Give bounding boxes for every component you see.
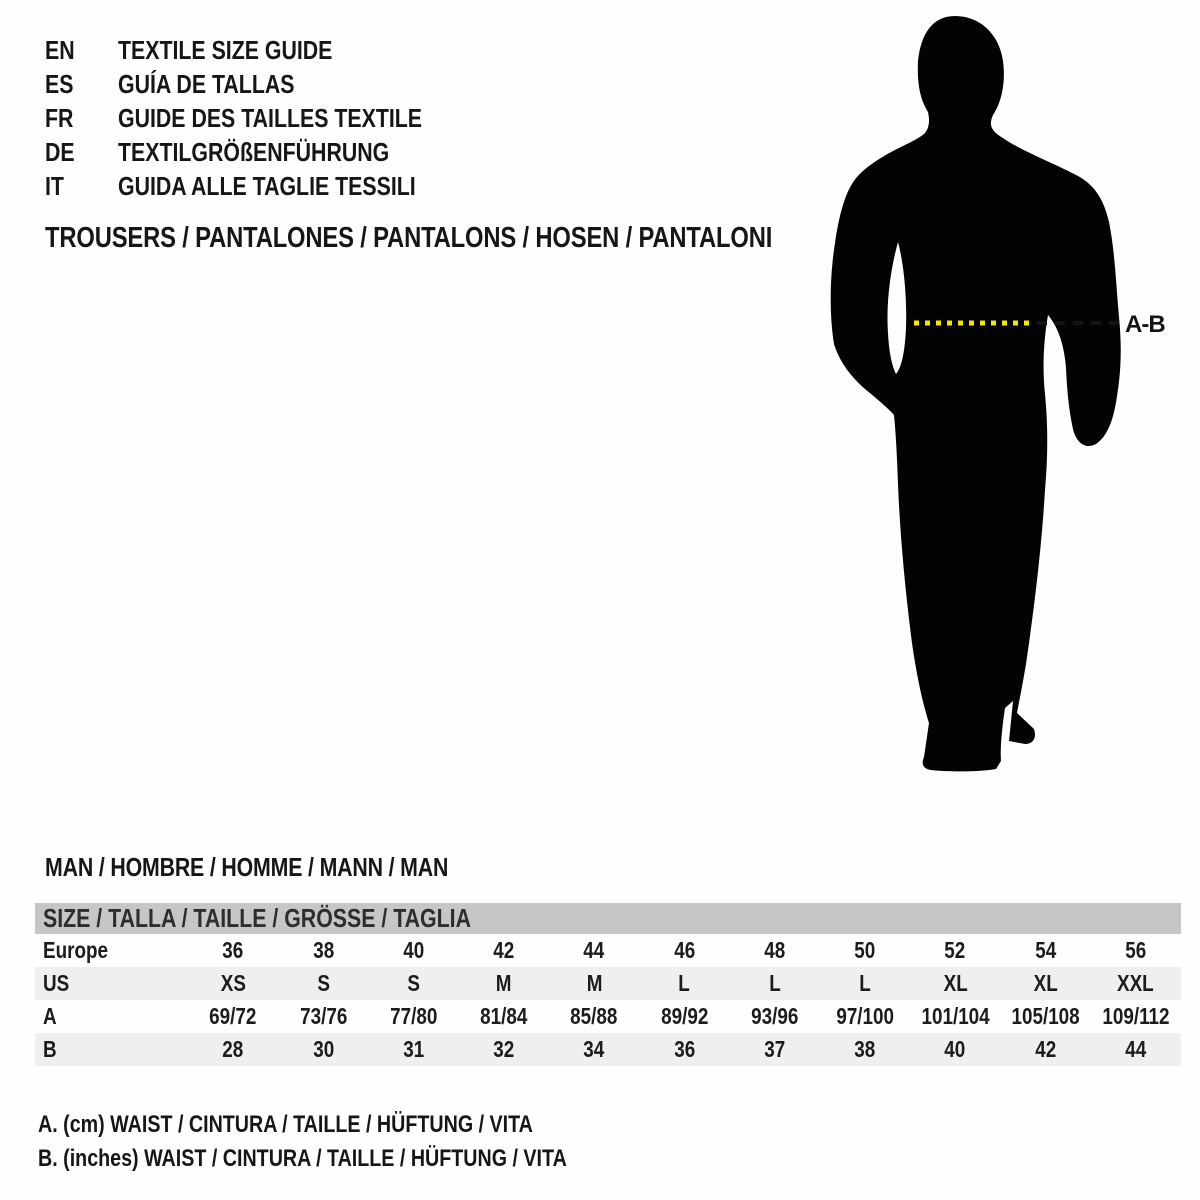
size-cell: 44	[1125, 1036, 1147, 1062]
size-cell: 31	[403, 1036, 425, 1062]
footnotes	[38, 1108, 683, 1176]
table-row-b	[35, 1033, 1181, 1066]
footnote-b: B. (inches) WAIST / CINTURA / TAILLE / HÜFTUNG / VITA	[38, 1145, 567, 1172]
language-label: TEXTILGRÖßENFÜHRUNG	[118, 137, 390, 167]
size-cell: 42	[493, 937, 515, 963]
gender-heading	[45, 852, 537, 883]
size-cell: XS	[220, 970, 246, 996]
size-cell: 54	[1035, 937, 1057, 963]
size-table-header: SIZE / TALLA / TAILLE / GRÖSSE / TAGLIA	[35, 903, 1181, 934]
size-cell: 69/72	[209, 1003, 257, 1029]
size-cell: XL	[1033, 970, 1058, 996]
size-table	[35, 903, 1181, 1066]
footnote-a: A. (cm) WAIST / CINTURA / TAILLE / HÜFTUNG / VITA	[38, 1111, 533, 1138]
row-label-a: A	[43, 1003, 57, 1029]
size-cell: 28	[222, 1036, 244, 1062]
size-cell: 89/92	[660, 1003, 709, 1029]
size-cell: 93/96	[751, 1003, 799, 1029]
size-cell: 46	[673, 937, 695, 963]
size-cell: S	[407, 970, 420, 996]
size-cell: 56	[1125, 937, 1147, 963]
language-label: GUÍA DE TALLAS	[118, 69, 295, 99]
language-code: FR	[45, 103, 74, 133]
table-row-us	[35, 967, 1181, 1000]
measure-label: A-B	[1125, 311, 1165, 338]
table-row-a	[35, 1000, 1181, 1033]
size-cell: 44	[583, 937, 605, 963]
size-table-header-row	[35, 903, 1181, 934]
language-label: GUIDA ALLE TAGLIE TESSILI	[118, 171, 416, 201]
size-cell: L	[768, 970, 781, 996]
size-cell: 48	[764, 937, 786, 963]
size-cell: 81/84	[480, 1003, 528, 1029]
size-cell: S	[317, 970, 330, 996]
row-label-europe: Europe	[43, 937, 108, 963]
size-cell: 50	[854, 937, 876, 963]
size-cell: 109/112	[1102, 1003, 1170, 1029]
language-label: GUIDE DES TAILLES TEXTILE	[118, 103, 423, 133]
category-heading-text: TROUSERS / PANTALONES / PANTALONS / HOSEN / PANTALONI	[45, 222, 773, 254]
language-code: ES	[45, 69, 74, 99]
size-cell: 32	[493, 1036, 515, 1062]
size-cell: 30	[312, 1036, 334, 1062]
row-label-us: US	[43, 970, 70, 996]
size-cell: 77/80	[390, 1003, 438, 1029]
size-cell: 37	[764, 1036, 786, 1062]
row-label-b: B	[43, 1036, 57, 1062]
table-row-europe	[35, 934, 1181, 967]
size-cell: XXL	[1117, 970, 1155, 996]
size-cell: 40	[944, 1036, 966, 1062]
size-cell: 85/88	[570, 1003, 618, 1029]
size-cell: 73/76	[299, 1003, 347, 1029]
size-cell: 38	[312, 937, 334, 963]
language-code: DE	[45, 137, 75, 167]
language-label: TEXTILE SIZE GUIDE	[118, 35, 333, 65]
size-cell: 38	[854, 1036, 876, 1062]
size-cell: 34	[583, 1036, 605, 1062]
size-cell: L	[678, 970, 691, 996]
gender-heading-text: MAN / HOMBRE / HOMME / MANN / MAN	[45, 852, 449, 882]
size-cell: M	[586, 970, 603, 996]
size-cell: 101/104	[921, 1003, 990, 1029]
language-code: EN	[45, 35, 75, 65]
size-cell: 36	[673, 1036, 695, 1062]
size-cell: L	[859, 970, 871, 996]
size-cell: 97/100	[836, 1003, 894, 1029]
size-cell: XL	[943, 970, 968, 996]
size-cell: M	[496, 970, 512, 996]
size-cell: 52	[944, 937, 966, 963]
size-cell: 36	[222, 937, 244, 963]
man-silhouette	[831, 16, 1121, 771]
language-code: IT	[45, 171, 64, 201]
size-cell: 42	[1035, 1036, 1057, 1062]
size-cell: 105/108	[1011, 1003, 1080, 1029]
size-cell: 40	[403, 937, 425, 963]
